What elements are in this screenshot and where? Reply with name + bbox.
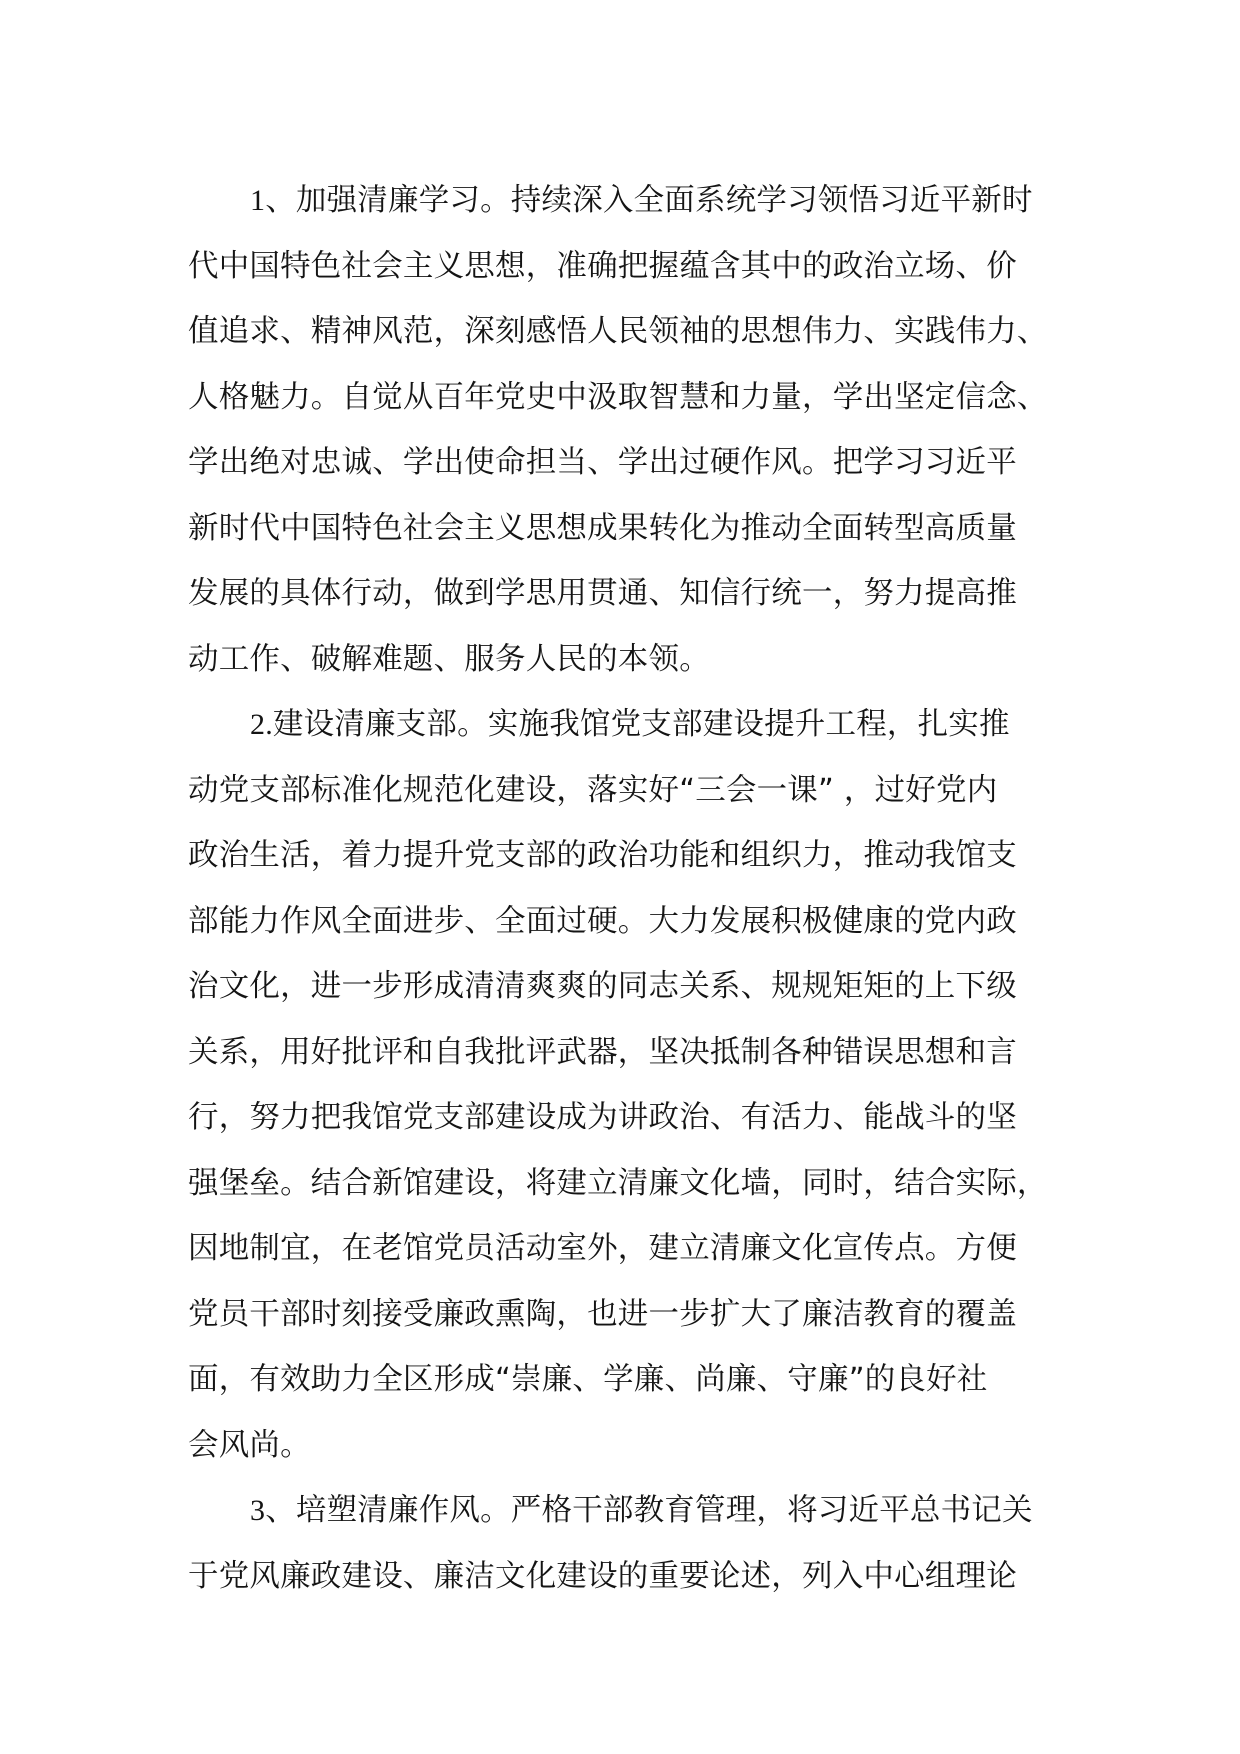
paragraph-2-line-11: 面，有效助力全区形成“崇廉、学廉、尚廉、守廉”的良好社 [188,1362,988,1397]
paragraph-2-line-4: 部能力作风全面进步、全面过硬。大力发展积极健康的党内政 [188,903,1017,939]
paragraph-1-line-4: 人格魅力。自觉从百年党史中汲取智慧和力量，学出坚定信念、 [188,379,1048,415]
paragraph-2-line-10: 党员干部时刻接受廉政熏陶，也进一步扩大了廉洁教育的覆盖 [188,1296,1017,1332]
paragraph-3-line-2: 于党风廉政建设、廉洁文化建设的重要论述，列入中心组理论 [188,1558,1017,1594]
paragraph-2-line-5: 治文化，进一步形成清清爽爽的同志关系、规规矩矩的上下级 [188,969,1017,1004]
document-body [188,168,1068,1609]
paragraph-2-line-6: 关系，用好批评和自我批评武器，坚决抵制各种错误思想和言 [188,1034,1017,1070]
paragraph-2-line-7: 行，努力把我馆党支部建设成为讲政治、有活力、能战斗的坚 [188,1100,1017,1135]
paragraph-3-line-1 [188,1478,1068,1544]
paragraph-2-line-12: 会风尚。 [188,1427,311,1463]
paragraph-2-line-3: 政治生活，着力提升党支部的政治功能和组织力，推动我馆支 [188,838,1017,873]
paragraph-1-line-5: 学出绝对忠诚、学出使命担当、学出过硬作风。把学习习近平 [188,445,1017,480]
paragraph-1-line-7: 发展的具体行动，做到学思用贯通、知信行统一，努力提高推 [188,576,1017,611]
paragraph-2-line-1 [188,692,1068,758]
paragraph-1-line-8: 动工作、破解难题、服务人民的本领。 [188,641,710,677]
paragraph-1-line-6: 新时代中国特色社会主义思想成果转化为推动全面转型高质量 [188,510,1017,546]
paragraph-1-text: 、加强清廉学习。持续深入全面系统学习领悟习近平新时 [265,183,1033,218]
paragraph-3-number: 3 [250,1494,266,1527]
paragraph-1-line-3: 值追求、精神风范，深刻感悟人民领袖的思想伟力、实践伟力、 [188,314,1048,349]
paragraph-2-line-8: 强堡垒。结合新馆建设，将建立清廉文化墙，同时，结合实际， [188,1165,1048,1201]
paragraph-2-line-9: 因地制宜，在老馆党员活动室外，建立清廉文化宣传点。方便 [188,1231,1017,1266]
paragraph-1-line-1 [188,168,1068,234]
paragraph-1-number: 1 [250,184,266,217]
paragraph-3-text: 、培塑清廉作风。严格干部教育管理，将习近平总书记关 [265,1493,1033,1528]
paragraph-2-line-2: 动党支部标准化规范化建设，落实好“三会一课” ，过好党内 [188,772,998,808]
paragraph-2-text: 建设清廉支部。实施我馆党支部建设提升工程，扎实推 [272,707,1010,742]
paragraph-1-line-2: 代中国特色社会主义思想，准确把握蕴含其中的政治立场、价 [188,248,1017,284]
paragraph-2-number: 2. [250,708,273,741]
